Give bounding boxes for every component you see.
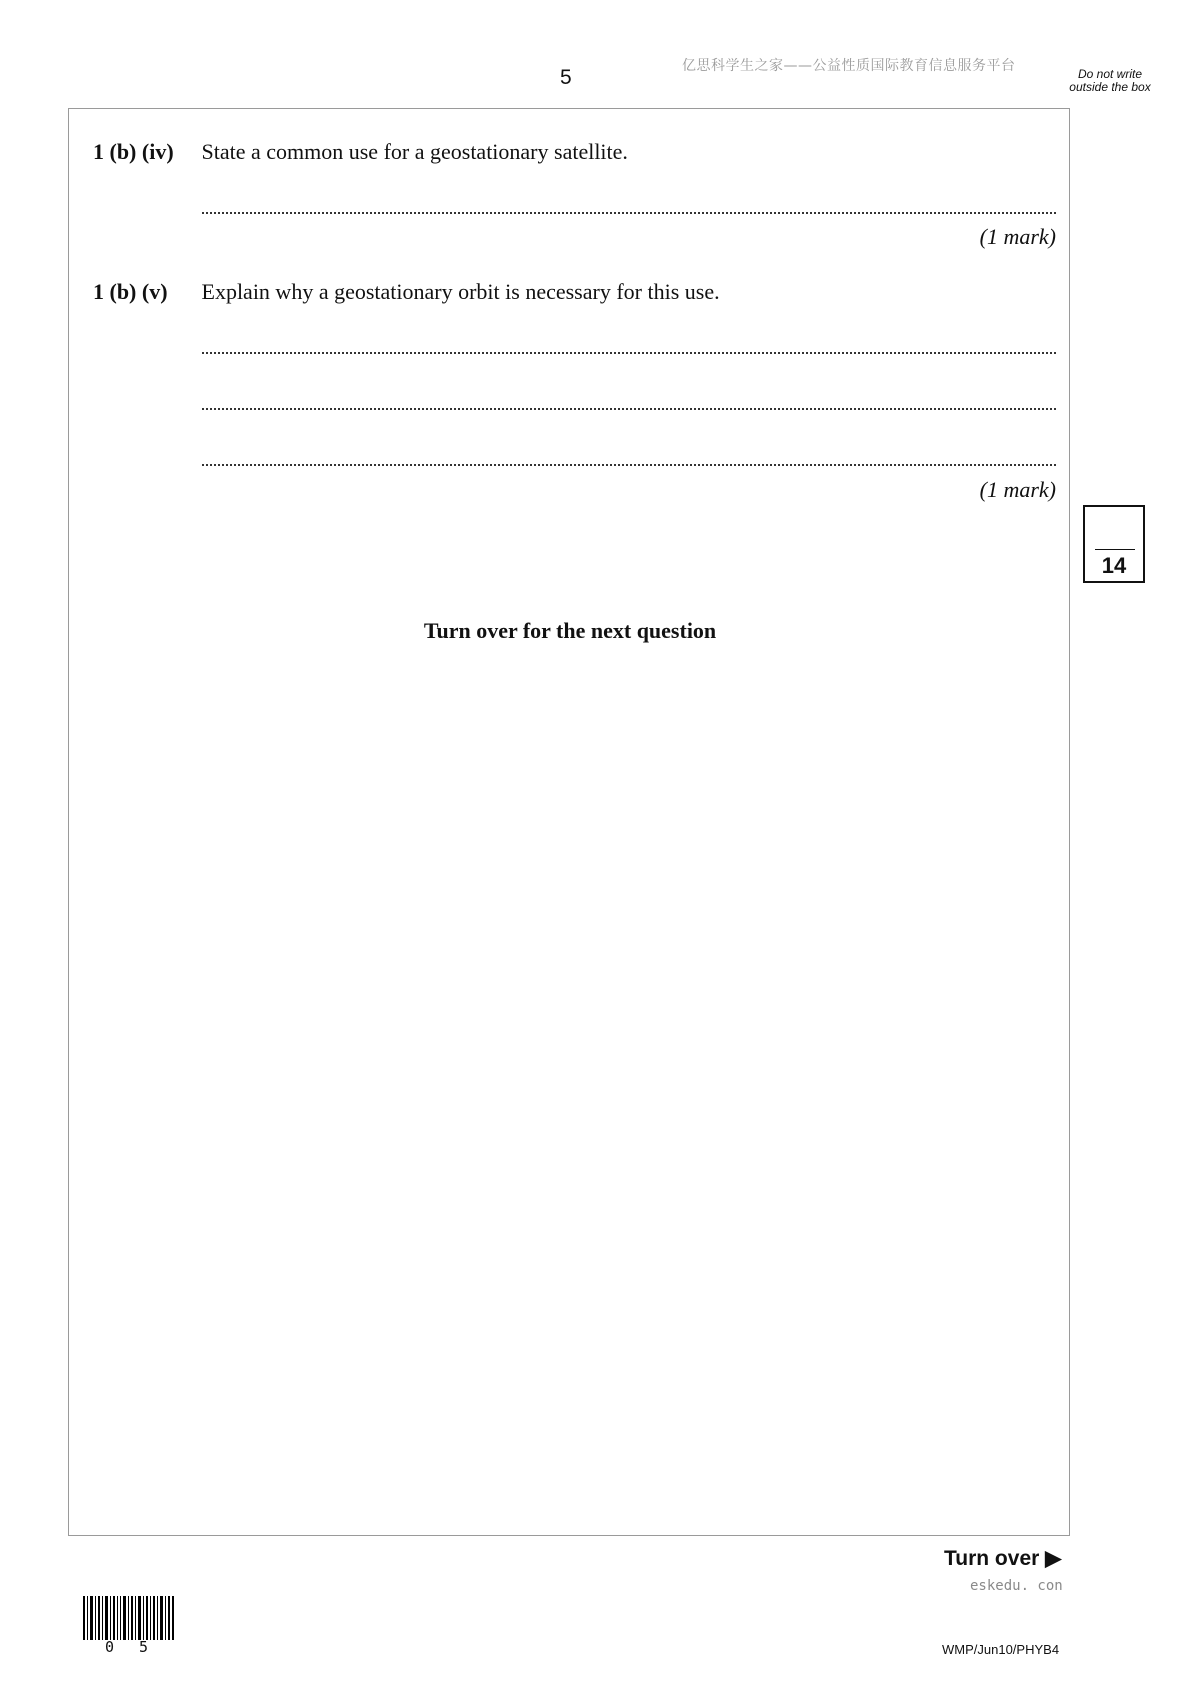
question-text: State a common use for a geostationary satellite. bbox=[201, 139, 628, 164]
mark-label: (1 mark) bbox=[979, 477, 1056, 502]
turn-over-note: Turn over for the next question bbox=[423, 618, 717, 643]
question-1-b-v bbox=[93, 279, 720, 305]
paper-code: WMP/Jun10/PHYB4 bbox=[942, 1642, 1060, 1657]
question-text: Explain why a geostationary orbit is necessary for this use. bbox=[201, 279, 720, 304]
barcode-image bbox=[83, 1596, 175, 1640]
mark-label: (1 mark) bbox=[979, 224, 1056, 249]
answer-box bbox=[68, 108, 1070, 1536]
header-watermark: 亿思科学生之家——公益性质国际教育信息服务平台 bbox=[682, 58, 1016, 74]
question-1-b-iv bbox=[93, 139, 628, 165]
page-number: 5 bbox=[560, 66, 572, 89]
footer-watermark: eskedu. con bbox=[970, 1578, 1063, 1594]
turn-over-label: Turn over ▶ bbox=[944, 1547, 1062, 1570]
score-entry-line bbox=[1095, 549, 1135, 550]
answer-line[interactable] bbox=[202, 464, 1056, 466]
answer-line[interactable] bbox=[202, 352, 1056, 354]
answer-line[interactable] bbox=[202, 408, 1056, 410]
question-number: 1 (b) (iv) bbox=[93, 139, 174, 164]
margin-note: Do not write outside the box bbox=[1069, 67, 1151, 94]
score-box bbox=[1083, 505, 1145, 583]
answer-line[interactable] bbox=[202, 212, 1056, 214]
score-total: 14 bbox=[1101, 553, 1127, 578]
barcode-digits: 0 5 bbox=[105, 1638, 157, 1656]
question-number: 1 (b) (v) bbox=[93, 279, 168, 304]
